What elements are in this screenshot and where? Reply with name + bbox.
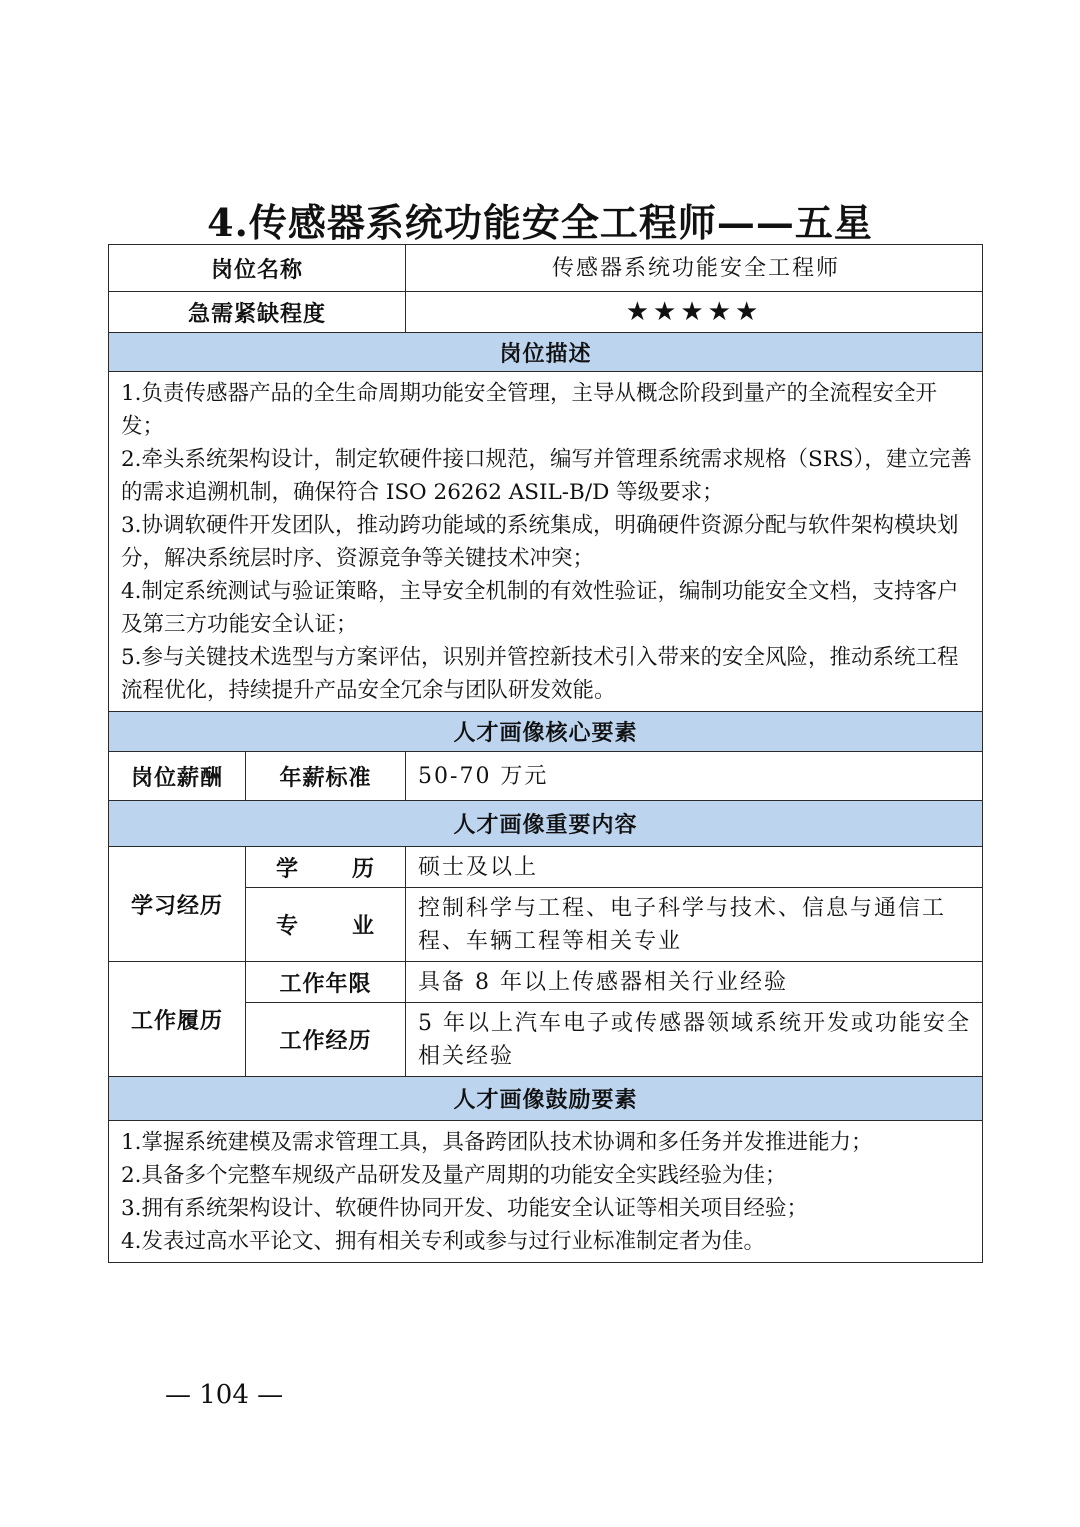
description-header: 岗位描述 [109,333,983,372]
salary-row [109,752,983,801]
work-label: 工作履历 [109,962,246,1077]
description-item: 5.参与关键技术选型与方案评估，识别并管控新技术引入带来的安全风险，推动系统工程流程优化，持续提升产品安全冗余与团队研发效能。 [121,645,959,703]
description-item: 3.协调软硬件开发团队，推动跨功能域的系统集成，明确硬件资源分配与软件架构模块划分，解决系统层时序、资源竞争等关键技术冲突； [121,513,959,571]
work-years-label: 工作年限 [246,962,406,1003]
urgency-row [109,292,983,333]
page-number: — 104 — [165,1380,284,1410]
description-list [109,372,983,712]
position-label: 岗位名称 [109,245,406,292]
urgency-label: 急需紧缺程度 [109,292,406,333]
encourage-section-row [109,1077,983,1121]
degree-label: 学 历 [246,847,406,888]
encourage-item: 2.具备多个完整车规级产品研发及量产周期的功能安全实践经验为佳； [121,1163,787,1188]
major-value: 控制科学与工程、电子科学与技术、信息与通信工程、车辆工程等相关专业 [406,888,983,962]
salary-sublabel: 年薪标准 [246,752,406,801]
core-section-row [109,712,983,752]
position-value: 传感器系统功能安全工程师 [406,245,983,292]
description-item: 2.牵头系统架构设计，制定软硬件接口规范，编写并管理系统需求规格（SRS），建立完善的需求追溯机制，确保符合 ISO 26262 ASIL-B/D 等级要求； [121,447,972,505]
education-label: 学习经历 [109,847,246,962]
description-section-row [109,333,983,372]
urgency-stars: ★★★★★ [406,292,983,333]
description-item: 4.制定系统测试与验证策略，主导安全机制的有效性验证，编制功能安全文档，支持客户及第三方功能安全认证； [121,579,959,637]
work-exp-label: 工作经历 [246,1003,406,1077]
page-title: 4.传感器系统功能安全工程师——五星 [207,200,873,245]
education-degree-row [109,847,983,888]
work-years-row [109,962,983,1003]
important-header: 人才画像重要内容 [109,801,983,847]
work-exp-value: 5 年以上汽车电子或传感器领域系统开发或功能安全相关经验 [406,1003,983,1077]
degree-value: 硕士及以上 [406,847,983,888]
encourage-content-row [109,1121,983,1263]
description-item: 1.负责传感器产品的全生命周期功能安全管理，主导从概念阶段到量产的全流程安全开发； [121,381,938,439]
position-row [109,245,983,292]
job-profile-table [108,244,983,1263]
description-content-row [109,372,983,712]
salary-label: 岗位薪酬 [109,752,246,801]
core-header: 人才画像核心要素 [109,712,983,752]
encourage-header: 人才画像鼓励要素 [109,1077,983,1121]
work-years-value: 具备 8 年以上传感器相关行业经验 [406,962,983,1003]
encourage-item: 3.拥有系统架构设计、软硬件协同开发、功能安全认证等相关项目经验； [121,1196,809,1221]
important-section-row [109,801,983,847]
encourage-item: 1.掌握系统建模及需求管理工具，具备跨团队技术协调和多任务并发推进能力； [121,1130,873,1155]
encourage-list [109,1121,983,1263]
encourage-item: 4.发表过高水平论文、拥有相关专利或参与过行业标准制定者为佳。 [121,1229,766,1254]
salary-value: 50-70 万元 [406,752,983,801]
major-label: 专 业 [246,888,406,962]
